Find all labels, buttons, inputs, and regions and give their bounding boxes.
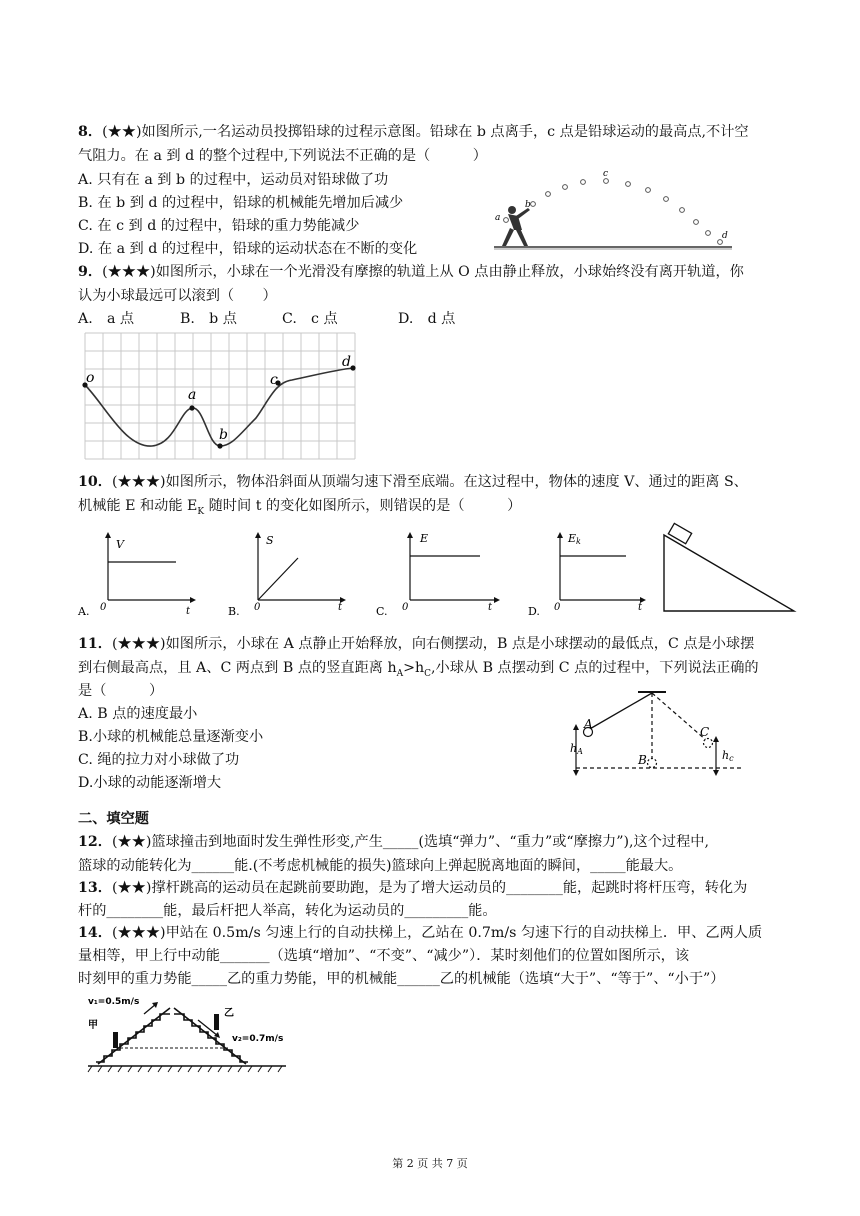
distance-line	[258, 558, 298, 600]
graph-c-letter: C.	[376, 605, 388, 618]
track-figure	[80, 330, 360, 464]
q13-line1	[78, 878, 747, 898]
q9-option-a: A. a 点	[78, 311, 135, 327]
label-hc-sub: c	[729, 754, 734, 763]
q11-line2	[78, 658, 759, 684]
graph-d-letter: D.	[528, 605, 540, 618]
q14-number: 14．	[78, 925, 112, 941]
q9-option-b: B. b 点	[180, 311, 237, 327]
q8-line1	[78, 122, 749, 142]
label-a: A	[584, 717, 593, 731]
string-c	[652, 693, 706, 740]
label-yi: 乙	[224, 1008, 234, 1019]
point-a-label: a	[495, 213, 501, 223]
graph-a-xlabel: t	[186, 606, 191, 617]
page-footer: 第 2 页 共 7 页	[392, 1157, 468, 1170]
graph-d-origin: 0	[554, 602, 561, 613]
graph-a	[78, 530, 198, 618]
graph-b-xlabel: t	[338, 602, 343, 613]
graph-b-origin: 0	[254, 602, 261, 613]
q8-option-b: B. 在 b 到 d 的过程中，铅球的机械能先增加后减少	[78, 195, 404, 211]
q11-sub-a: A	[396, 668, 404, 679]
svg-text:hc	[722, 749, 734, 763]
athlete-icon	[502, 206, 530, 246]
graph-d-ylabel: E	[568, 532, 577, 545]
q11-option-b: B.小球的机械能总量逐渐变小	[78, 729, 264, 745]
q8-option-c: C. 在 c 到 d 的过程中，铅球的重力势能减少	[78, 218, 360, 234]
q11-line1	[78, 634, 754, 654]
point-o-label: o	[86, 370, 95, 386]
shot-put-figure	[488, 169, 738, 252]
graph-b-ylabel: S	[266, 534, 274, 547]
section-title: 二、填空题	[78, 811, 149, 827]
graph-d-xlabel: t	[638, 602, 643, 613]
q14-text1: (★★★)甲站在 0.5m/s 匀速上行的自动扶梯上，乙站在 0.7m/s 匀速下行的自动扶梯上．甲、乙两人质	[111, 925, 763, 941]
q10-text1: (★★★)如图所示，物体沿斜面从顶端匀速下滑至底端。在这过程中，物体的速度 V、通过的距离 S、	[111, 474, 748, 490]
label-v1: v₁=0.5m/s	[88, 997, 140, 1007]
q13-number: 13．	[78, 880, 112, 896]
q11-text2b: >h	[403, 660, 425, 676]
escalator-figure	[86, 994, 296, 1074]
q9-option-c: C. c 点	[282, 311, 338, 327]
q12-text1: (★★)篮球撞击到地面时发生弹性形变,产生_____(选填“弹力”、“重力”或“摩擦力”),这个过程中,	[111, 834, 709, 850]
q9-line1	[78, 262, 744, 282]
person-yi	[214, 1014, 219, 1030]
q9-line2: 认为小球最远可以滚到（ ）	[78, 288, 277, 304]
q11-sub-c: C	[424, 668, 432, 679]
label-hc: h	[722, 749, 730, 762]
point-b-label: b	[219, 427, 228, 443]
graph-c-origin: 0	[402, 602, 409, 613]
q10-line2	[78, 496, 521, 522]
q8-option-a: A. 只有在 a 到 b 的过程中，运动员对铅球做了功	[78, 172, 389, 188]
graph-a-letter: A.	[78, 605, 90, 618]
graph-b-letter: B.	[228, 605, 240, 618]
point-d-label: d	[342, 354, 351, 370]
ball-b	[648, 759, 657, 768]
block-icon	[668, 523, 691, 543]
incline-figure	[660, 525, 800, 617]
label-v2: v₂=0.7m/s	[232, 1034, 284, 1044]
q11-option-c: C. 绳的拉力对小球做了功	[78, 752, 240, 768]
graph-b	[228, 530, 348, 618]
point-c-label: c	[603, 169, 609, 179]
graph-c-ylabel: E	[420, 532, 429, 545]
q11-text1: (★★★)如图所示，小球在 A 点静止开始释放，向右侧摆动，B 点是小球摆动的最低点，C 点是小球摆	[111, 636, 755, 652]
q14-line1	[78, 923, 762, 943]
q12-line1	[78, 832, 709, 852]
q11-line3: 是（ ）	[78, 683, 164, 699]
q11-text2c: ,小球从 B 点摆动到 C 点的过程中，下列说法正确的	[431, 660, 759, 676]
graph-d	[528, 530, 648, 618]
label-jia: 甲	[88, 1020, 98, 1031]
svg-text:Ek	[567, 532, 581, 546]
q10-text2-rest: 随时间 t 的变化如图所示，则错误的是（ ）	[204, 498, 522, 514]
graph-c	[376, 530, 501, 618]
label-ha: h	[570, 742, 578, 755]
point-b-label: b	[525, 200, 531, 210]
pendulum-figure	[566, 684, 766, 780]
person-jia	[113, 1032, 118, 1048]
q9-text1: (★★★)如图所示，小球在一个光滑没有摩擦的轨道上从 O 点由静止释放，小球始终没有离开轨道，你	[102, 264, 744, 280]
q14-line2: 量相等，甲上行中动能_______（选填“增加”、“不变”、“减少”）．某时刻他们的位置如图所示，该	[78, 948, 690, 964]
q10-sub-k: K	[197, 506, 205, 517]
q8-line2: 气阻力。在 a 到 d 的整个过程中,下列说法不正确的是（ ）	[78, 148, 487, 164]
graph-a-origin: 0	[100, 602, 107, 613]
q10-number: 10．	[78, 474, 112, 490]
label-b: B	[638, 753, 647, 767]
graph-c-xlabel: t	[488, 602, 493, 613]
q8-number: 8．	[78, 124, 103, 140]
q8-option-d: D. 在 a 到 d 的过程中，铅球的运动状态在不断的变化	[78, 241, 418, 257]
q12-number: 12．	[78, 834, 112, 850]
graph-d-ylabel-sub: k	[576, 537, 581, 546]
q12-line2: 篮球的动能转化为______能.(不考虑机械能的损失)篮球向上弹起脱离地面的瞬间，_____能最大。	[78, 858, 683, 874]
q13-text1: (★★)撑杆跳高的运动员在起跳前要助跑，是为了增大运动员的________能，起跳时将杆压弯，转化为	[111, 880, 748, 896]
q11-text2a: 到右侧最高点，且 A、C 两点到 B 点的竖直距离 h	[78, 660, 397, 676]
graph-a-ylabel: V	[116, 538, 124, 551]
q10-line1	[78, 472, 748, 492]
point-c-label: c	[270, 372, 278, 388]
q8-text1: (★★)如图所示,一名运动员投掷铅球的过程示意图。铅球在 b 点离手，c 点是铅球运动的最高点,不计空	[102, 124, 749, 140]
svg-text:hA	[570, 742, 583, 756]
ball-c	[704, 739, 713, 748]
point-a-label: a	[188, 387, 197, 403]
label-c: C	[700, 725, 710, 739]
q9-number: 9．	[78, 264, 103, 280]
q11-number: 11．	[78, 636, 112, 652]
point-d-label: d	[722, 231, 728, 241]
q10-text2: 机械能 E 和动能 E	[78, 498, 198, 514]
label-ha-sub: A	[577, 747, 583, 756]
q11-option-d: D.小球的动能逐渐增大	[78, 775, 222, 791]
q14-line3: 时刻甲的重力势能_____乙的重力势能，甲的机械能______乙的机械能（选填“大于”、“等于”、“小于”）	[78, 971, 725, 987]
q9-option-d: D. d 点	[398, 311, 456, 327]
string-a	[588, 693, 652, 730]
q11-option-a: A. B 点的速度最小	[78, 706, 198, 722]
q13-line2: 杆的________能，最后杆把人举高，转化为运动员的_________能。	[78, 903, 497, 919]
